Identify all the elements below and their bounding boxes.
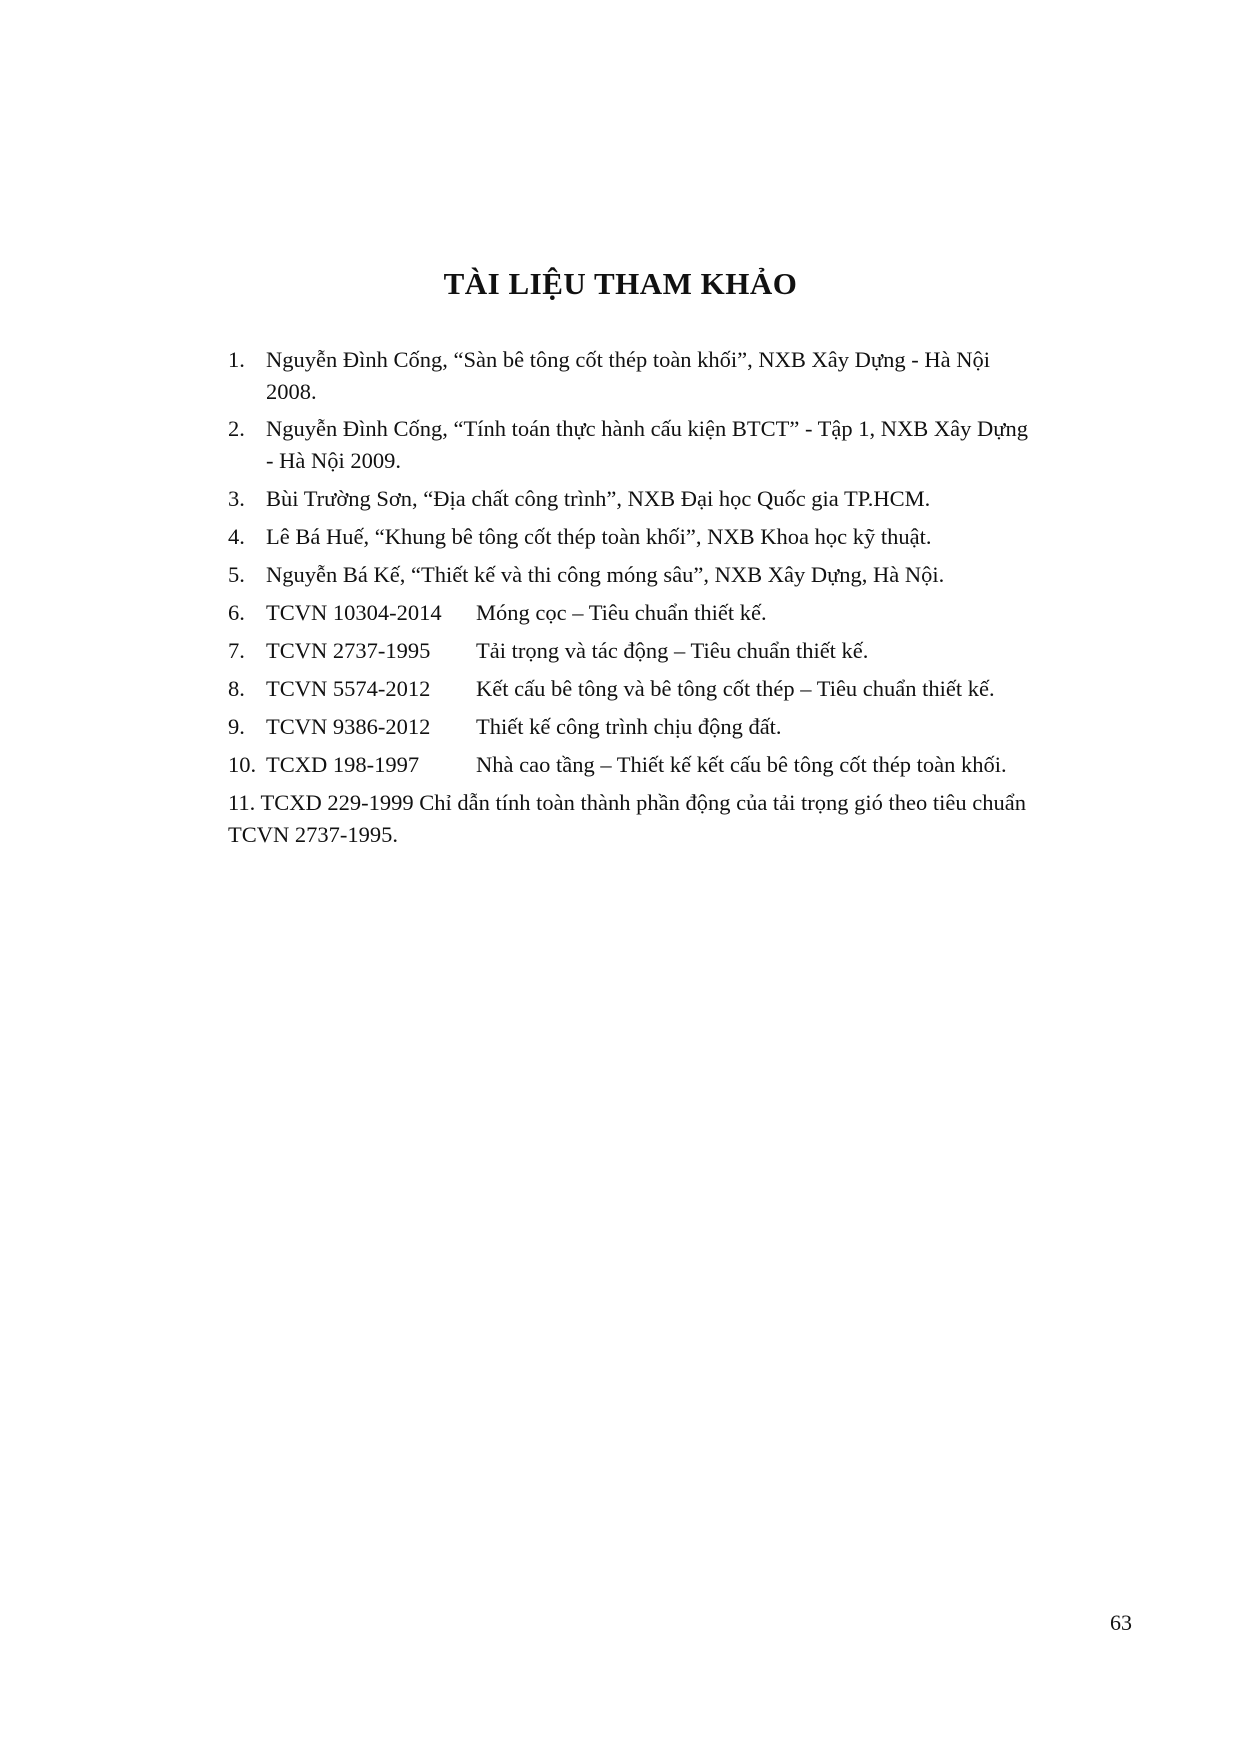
reference-text: 11. TCXD 229-1999 Chỉ dẫn tính toàn thành phần động của tải trọng gió theo tiêu chuẩn	[228, 790, 1026, 815]
reference-number: 9.	[228, 714, 245, 739]
reference-number: 5.	[228, 562, 245, 587]
reference-text-continuation: - Hà Nội 2009.	[266, 448, 401, 473]
page-title: TÀI LIỆU THAM KHẢO	[443, 266, 798, 301]
standard-description: Tải trọng và tác động – Tiêu chuẩn thiết kế.	[476, 638, 869, 663]
reference-number: 2.	[228, 416, 245, 441]
standard-description: Nhà cao tầng – Thiết kế kết cấu bê tông cốt thép toàn khối.	[476, 752, 1007, 777]
reference-number: 10.	[228, 752, 257, 777]
reference-number: 4.	[228, 524, 245, 549]
standard-description: Kết cấu bê tông và bê tông cốt thép – Tiêu chuẩn thiết kế.	[476, 676, 995, 701]
page-number: 63	[1110, 1610, 1132, 1635]
reference-number: 7.	[228, 638, 245, 663]
reference-number: 6.	[228, 600, 245, 625]
standard-code: TCVN 10304-2014	[266, 600, 442, 625]
reference-text-continuation: 2008.	[266, 379, 317, 404]
reference-number: 8.	[228, 676, 245, 701]
standard-code: TCXD 198-1997	[266, 752, 420, 777]
reference-text: Nguyễn Đình Cống, “Sàn bê tông cốt thép toàn khối”, NXB Xây Dựng - Hà Nội	[266, 347, 990, 372]
reference-number: 3.	[228, 486, 245, 511]
reference-text: Bùi Trường Sơn, “Địa chất công trình”, NXB Đại học Quốc gia TP.HCM.	[266, 486, 931, 511]
reference-text: Nguyễn Bá Kế, “Thiết kế và thi công móng sâu”, NXB Xây Dựng, Hà Nội.	[266, 562, 945, 587]
standard-code: TCVN 5574-2012	[266, 676, 431, 701]
reference-number: 1.	[228, 347, 245, 372]
standard-code: TCVN 2737-1995	[266, 638, 431, 663]
reference-text: Nguyễn Đình Cống, “Tính toán thực hành cấu kiện BTCT” - Tập 1, NXB Xây Dựng	[266, 416, 1028, 441]
standard-description: Thiết kế công trình chịu động đất.	[476, 714, 782, 739]
standard-code: TCVN 9386-2012	[266, 714, 431, 739]
reference-text-continuation: TCVN 2737-1995.	[228, 822, 398, 847]
reference-text: Lê Bá Huế, “Khung bê tông cốt thép toàn khối”, NXB Khoa học kỹ thuật.	[266, 524, 932, 549]
standard-description: Móng cọc – Tiêu chuẩn thiết kế.	[476, 600, 767, 625]
